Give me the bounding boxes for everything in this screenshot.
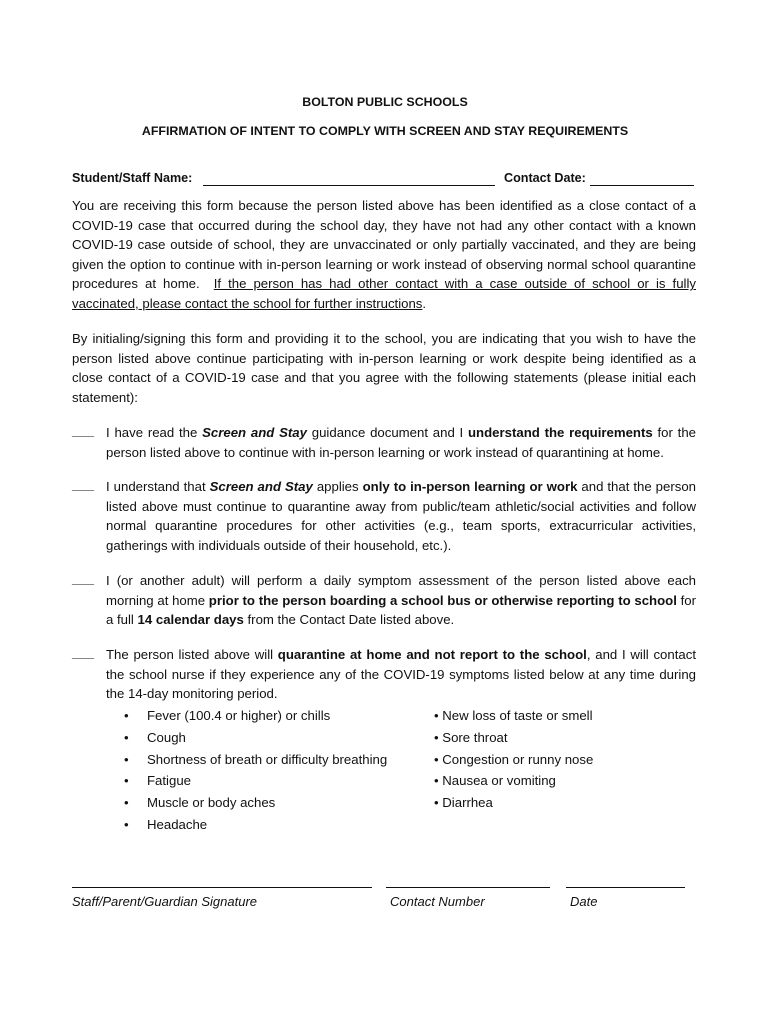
school-name: BOLTON PUBLIC SCHOOLS [302,95,468,109]
initial-blank-1[interactable]: ___ [72,423,95,438]
contact-date-label: Contact Date: [504,171,586,185]
list-item: • New loss of taste or smell [434,708,593,723]
initial-blank-2[interactable]: ___ [72,477,95,492]
intro-underlined-text: If the person has had other contact with a case outside of school or is fully vaccinated, please contact the school for further instructions [72,276,696,311]
date-line[interactable] [566,886,685,888]
symptom-list-left [122,705,412,836]
list-item: • Headache [124,816,208,832]
list-item: • Fever (100.4 or higher) or chills [124,708,331,723]
name-field[interactable] [203,185,495,186]
statement-1-text: I have read the Screen and Stay guidance document and I understand the requirements for the person listed above to continue with in-person learning or work instead of quarantining at home. [106,425,696,460]
list-item: • Nausea or vomiting [434,773,556,789]
statement-3-text: I (or another adult) will perform a daily symptom assessment of the person listed above each morning at home prior to the person boarding a school bus or otherwise reporting to school for a full 14 calendar days from the Contact Date listed above. [106,573,696,628]
form-title: AFFIRMATION OF INTENT TO COMPLY WITH SCREEN AND STAY REQUIREMENTS [141,124,629,138]
list-item: • Diarrhea [434,795,493,811]
symptom-list-right [434,705,674,814]
date-block [566,886,685,909]
signature-block [72,886,372,909]
signature-line[interactable] [72,886,372,888]
signature-caption: Staff/Parent/Guardian Signature [72,894,258,909]
statement-2-text: I understand that Screen and Stay applies only to in-person learning or work and that the person listed above must continue to quarantine away from public/team athletic/social activities and follow normal quarantine procedures for other activities (e.g., team sports, extracurricular activities, gatherings with individuals outside of their household, etc.). [106,479,696,553]
list-item: • Fatigue [124,773,191,789]
contact-date-field[interactable] [590,185,694,186]
intro-paragraph [72,196,696,314]
contact-number-caption: Contact Number [390,894,485,909]
contact-number-line[interactable] [386,886,550,888]
list-item: • Shortness of breath or difficulty breathing [124,751,388,767]
date-caption: Date [570,894,598,909]
name-label: Student/Staff Name: [72,171,193,185]
initial-blank-4[interactable]: ___ [72,645,95,660]
list-item: • Cough [124,729,186,745]
list-item: • Muscle or body aches [124,795,276,811]
name-date-row [72,171,696,189]
instructions-paragraph: By initialing/signing this form and providing it to the school, you are indicating that you wish to have the person listed above continue participating with in-person learning or work despite being identified as a close contact of a COVID-19 case and that you agree with the following statements (please initial each statement): [72,331,696,405]
statement-4-text: The person listed above will quarantine at home and not report to the school, and I will contact the school nurse if they experience any of the COVID-19 symptoms listed below at any time during the 14-day monitoring period. [106,647,696,702]
list-item: • Sore throat [434,729,508,745]
contact-number-block [386,886,550,909]
intro-end: . [422,295,427,311]
initial-blank-3[interactable]: ___ [72,571,95,586]
intro-text: You are receiving this form because the person listed above has been identified as a close contact of a COVID-19 case that occurred during the school day, they have not had any other contact with a known COVID-19 case outside of school, they are unvaccinated or only partially vaccinated, and they are being given the option to continue with in-person learning or work instead of observing normal school quarantine procedures at home. [72,198,696,292]
list-item: • Congestion or runny nose [434,751,594,767]
